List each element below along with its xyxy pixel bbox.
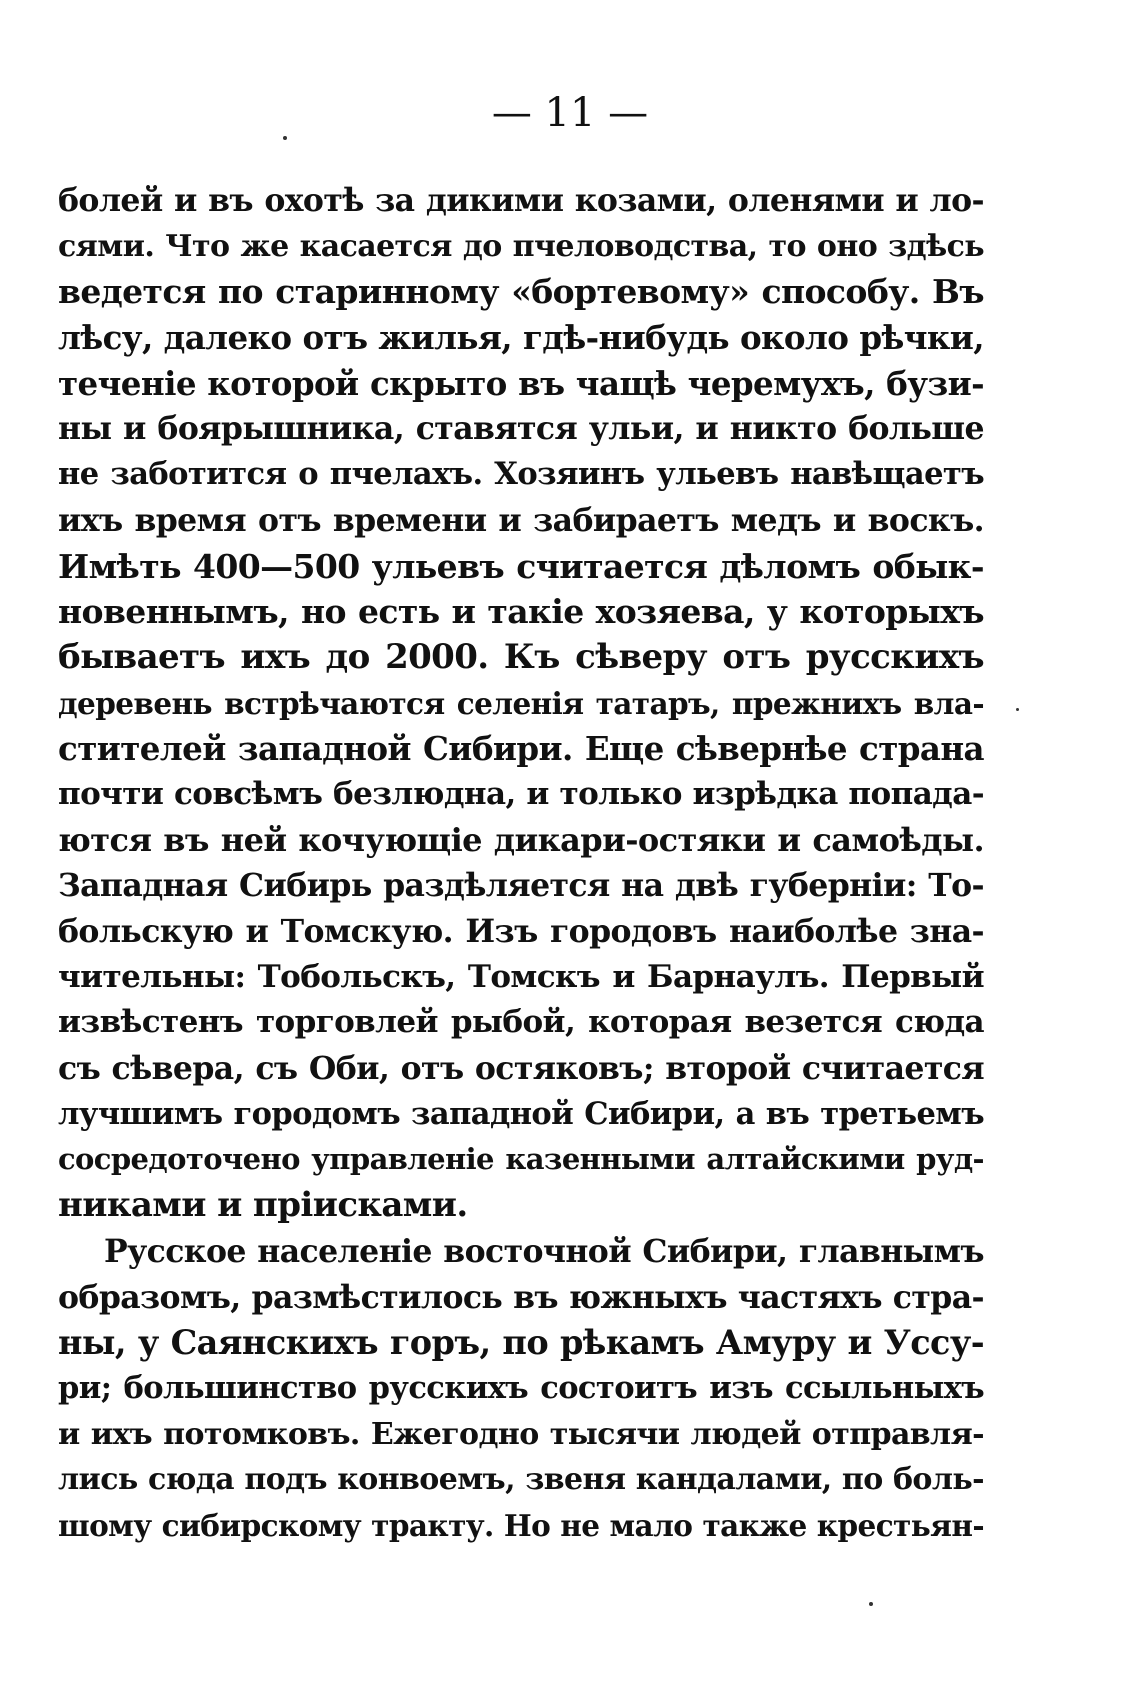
ink-speck (869, 1602, 873, 1606)
text-line: сосредоточено управленіе казенными алтайскими руд- (58, 1142, 984, 1177)
text-line: болей и въ охотѣ за дикими козами, оленями и ло- (58, 182, 984, 219)
ink-speck (283, 136, 287, 140)
text-line: и ихъ потомковъ. Ежегодно тысячи людей отправля- (58, 1416, 984, 1452)
text-line: шому сибирскому тракту. Но не мало также крестьян- (58, 1507, 984, 1543)
text-line: ведется по старинному «бортевому» способу. Въ (58, 272, 984, 312)
text-line: больскую и Томскую. Изъ городовъ наиболѣе зна- (58, 913, 984, 950)
text-line: извѣстенъ торговлей рыбой, которая везется сюда (58, 1004, 984, 1041)
text-line: никами и пріисками. (58, 1185, 468, 1226)
text-line: Имѣть 400—500 ульевъ считается дѣломъ обык- (58, 546, 984, 586)
text-line: новеннымъ, но есть и такіе хозяева, у которыхъ (58, 592, 984, 632)
text-line: ри; большинство русскихъ состоитъ изъ ссыльныхъ (58, 1369, 984, 1406)
text-line: лучшимъ городомъ западной Сибири, а въ третьемъ (58, 1095, 984, 1132)
text-line: стителей западной Сибири. Еще сѣвернѣе страна (58, 729, 984, 769)
body-text (58, 178, 984, 1549)
text-line: Русское населеніе восточной Сибири, главнымъ (104, 1232, 984, 1270)
ink-speck (1016, 708, 1019, 711)
text-line: лись сюда подъ конвоемъ, звеня кандалами, по боль- (58, 1462, 984, 1498)
text-line: чительны: Тобольскъ, Томскъ и Барнаулъ. Первый (58, 958, 984, 995)
text-line: не заботится о пчелахъ. Хозяинъ ульевъ навѣщаетъ (58, 456, 984, 493)
text-line: ихъ время отъ времени и забираетъ медъ и воскъ. (58, 501, 984, 539)
text-line: деревень встрѣчаются селенія татаръ, прежнихъ вла- (58, 685, 984, 721)
text-line: образомъ, размѣстилось въ южныхъ частяхъ стра- (58, 1278, 984, 1316)
text-line: почти совсѣмъ безлюдна, и только изрѣдка попада- (58, 775, 984, 812)
text-line: теченіе которой скрыто въ чащѣ черемухъ, бузи- (58, 363, 984, 403)
text-line: сями. Что же касается до пчеловодства, то оно здѣсь (58, 228, 984, 264)
page-number: — 11 — (491, 90, 649, 136)
text-line: бываетъ ихъ до 2000. Къ сѣверу отъ русскихъ (58, 636, 984, 677)
text-line: Западная Сибирь раздѣляется на двѣ губерніи: То- (58, 867, 984, 905)
text-line: лѣсу, далеко отъ жилья, гдѣ-нибудь около рѣчки, (58, 318, 984, 358)
text-line: ны, у Саянскихъ горъ, по рѣкамъ Амуру и Уссу- (58, 1323, 984, 1363)
text-line: ны и боярышника, ставятся ульи, и никто больше (58, 410, 984, 448)
text-line: ются въ ней кочующіе дикари-остяки и самоѣды. (58, 820, 984, 859)
text-line: съ сѣвера, съ Оби, отъ остяковъ; второй считается (58, 1050, 984, 1088)
